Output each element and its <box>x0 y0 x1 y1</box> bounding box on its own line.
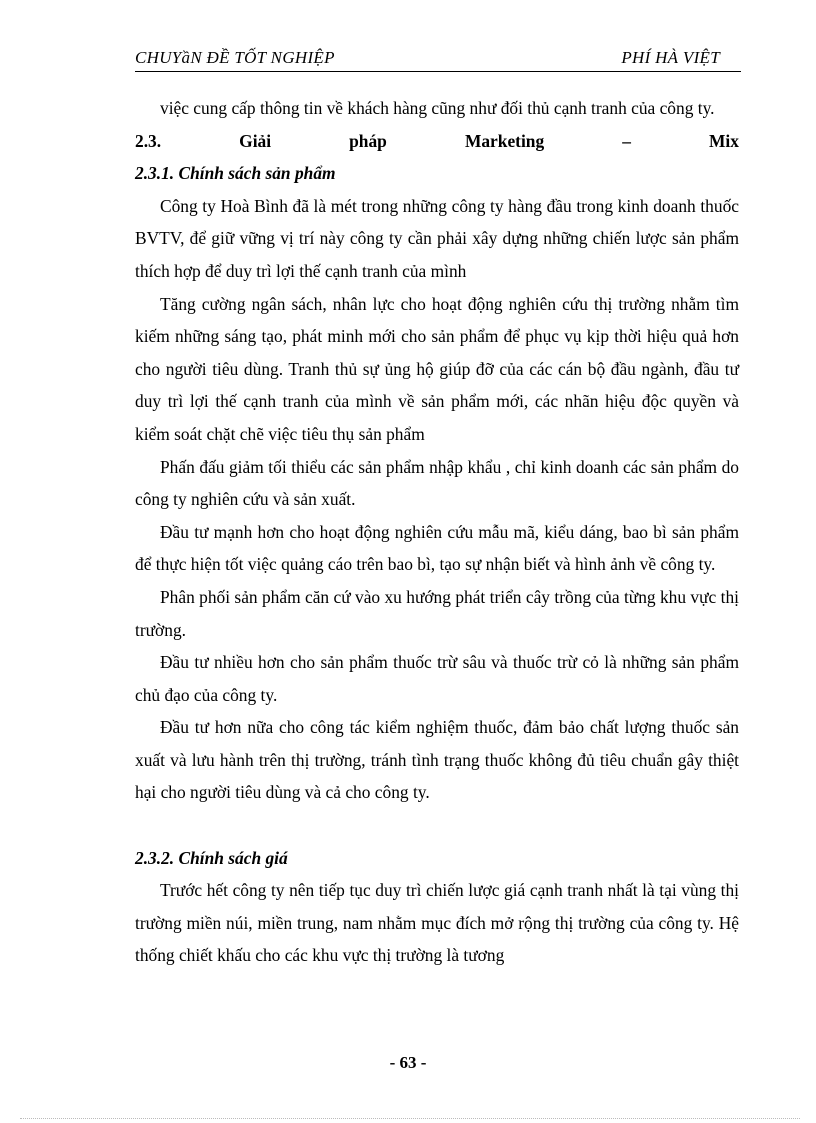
header-author: PHÍ HÀ VIỆT <box>621 48 720 67</box>
section-number: 2.3. <box>135 130 162 151</box>
paragraph: Tăng cường ngân sách, nhân lực cho hoạt động nghiên cứu thị trường nhằm tìm kiếm những sáng tạo, phát minh mới cho sản phẩm để phục vụ kịp thời hiệu quả hơn cho người tiêu dùng. Tranh thủ sự ủng hộ giúp đỡ của các cán bộ đầu ngành, đầu tư duy trì lợi thế cạnh tranh của mình về sản phẩm mới, các nhãn hiệu độc quyền và kiểm soát chặt chẽ việc tiêu thụ sản phẩm <box>135 293 739 444</box>
paragraph: Đầu tư mạnh hơn cho hoạt động nghiên cứu mẫu mã, kiểu dáng, bao bì sản phẩm để thực hiện tốt việc quảng cáo trên bao bì, tạo sự nhận biết và hình ảnh về công ty. <box>135 521 739 575</box>
section-word: – <box>622 130 631 151</box>
paragraph: Phấn đấu giảm tối thiểu các sản phẩm nhập khẩu , chỉ kinh doanh các sản phẩm do công ty nghiên cứu và sản xuất. <box>135 456 739 510</box>
paragraph: Đầu tư nhiều hơn cho sản phẩm thuốc trừ sâu và thuốc trừ cỏ là những sản phẩm chủ đạo của công ty. <box>135 652 739 705</box>
header-title: CHUYầN ĐỀ TỐT NGHIỆP <box>135 48 335 67</box>
page-bottom-border <box>20 1118 800 1119</box>
spacer <box>135 809 739 842</box>
page-number: - 63 - <box>389 1053 427 1072</box>
paragraph: Trước hết công ty nên tiếp tục duy trì chiến lược giá cạnh tranh nhất là tại vùng thị trường miền núi, miền trung, nam nhằm mục đích mở rộng thị trường của công ty. Hệ thống chiết khấu cho các khu vực thị trường là tương <box>135 880 739 966</box>
subsection-title-product: 2.3.1. Chính sách sản phẩm <box>135 163 336 184</box>
paragraph: Công ty Hoà Bình đã là mét trong những công ty hàng đầu trong kinh doanh thuốc BVTV, để giữ vững vị trí này công ty cần phải xây dựng những chiến lược sản phẩm thích hợp để duy trì lợi thế cạnh tranh của mình <box>135 195 739 281</box>
body-text <box>135 92 739 972</box>
header-rule <box>135 71 741 72</box>
paragraph: Đầu tư hơn nữa cho công tác kiểm nghiệm thuốc, đảm bảo chất lượng thuốc sản xuất và lưu hành trên thị trường, tránh tình trạng thuốc không đủ tiêu chuẩn gây thiệt hại cho người tiêu dùng và cả cho công ty. <box>135 717 739 803</box>
subsection-title-price: 2.3.2. Chính sách giá <box>135 847 288 868</box>
intro-paragraph: việc cung cấp thông tin về khách hàng cũng như đối thủ cạnh tranh của công ty. <box>160 98 715 118</box>
section-heading <box>135 125 739 158</box>
section-word: pháp <box>349 130 387 151</box>
paragraph: Phân phối sản phẩm căn cứ vào xu hướng phát triển cây trồng của từng khu vực thị trường. <box>135 586 739 640</box>
section-word: Giải <box>239 130 272 151</box>
section-word: Mix <box>709 130 739 151</box>
section-word: Marketing <box>464 130 545 151</box>
running-header <box>135 48 740 70</box>
